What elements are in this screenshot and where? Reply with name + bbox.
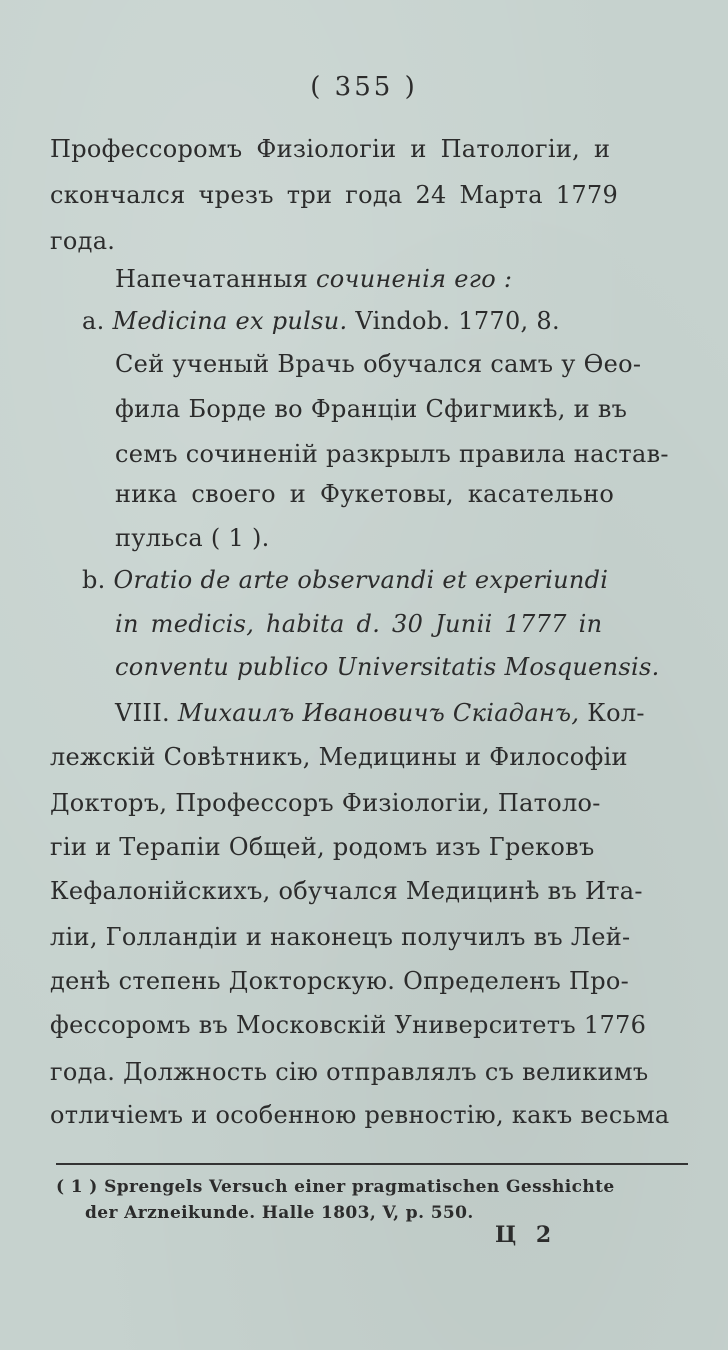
- text-run: Vindob. 1770, 8.: [347, 307, 560, 335]
- text-line: пульса ( 1 ).: [115, 524, 270, 552]
- page-number: ( 355 ): [310, 72, 418, 102]
- text-line: Докторъ, Профессоръ Физіологіи, Патоло-: [50, 789, 601, 817]
- text-line: гіи и Терапіи Общей, родомъ изъ Грековъ: [50, 833, 595, 861]
- list-marker: a.: [82, 307, 113, 335]
- text-line: семъ сочиненій разкрылъ правила настав-: [115, 440, 669, 468]
- list-item-b: [82, 565, 608, 595]
- text-line: лежскій Совѣтникъ, Медицины и Философіи: [50, 743, 628, 771]
- italic-run: Михаилъ Ивановичъ Скіаданъ,: [177, 699, 580, 727]
- text-run: VIII.: [115, 699, 178, 727]
- text-line: [115, 698, 645, 728]
- text-line: Кефалонійскихъ, обучался Медицинѣ въ Ита-: [50, 877, 643, 905]
- text-line: скончался чрезъ три года 24 Марта 1779: [50, 181, 619, 209]
- text-line: денѣ степень Докторскую. Определенъ Про-: [50, 967, 630, 995]
- text-line: conventu publico Universitatis Mosquensis.: [115, 653, 660, 681]
- text-line: in medicis, habita d. 30 Junii 1777 in: [115, 610, 603, 638]
- list-item-a: [82, 306, 560, 336]
- text-run: Кол-: [579, 699, 645, 727]
- italic-run: Medicina ex pulsu.: [112, 307, 348, 335]
- text-line: Профессоромъ Физіологіи и Патологіи, и: [50, 135, 611, 163]
- text-line: фессоромъ въ Московскій Университетъ 1776: [50, 1011, 647, 1039]
- italic-run: Oratio de arte observandi et experiundi: [113, 566, 609, 594]
- text-run: Напечатанныя: [115, 265, 316, 293]
- footnote-line: der Arzneikunde. Halle 1803, V, p. 550.: [85, 1203, 474, 1223]
- text-line: [115, 264, 512, 294]
- text-line: года.: [50, 227, 116, 255]
- signature-mark: Ц 2: [495, 1222, 558, 1248]
- text-line: отличіемъ и особенною ревностію, какъ весьма: [50, 1101, 670, 1129]
- footnote-line: ( 1 ) Sprengels Versuch einer pragmatischen Gesshichte: [56, 1177, 615, 1197]
- text-line: фила Борде во Франціи Сфигмикѣ, и въ: [115, 395, 628, 423]
- text-line: ника своего и Фукетовы, касательно: [115, 480, 615, 508]
- text-line: года. Должность сію отправлялъ съ великимъ: [50, 1058, 649, 1086]
- italic-run: сочиненія его :: [315, 265, 513, 293]
- list-marker: b.: [82, 566, 114, 594]
- text-line: ліи, Голландіи и наконецъ получилъ въ Лей-: [50, 923, 631, 951]
- text-line: Сей ученый Врачь обучался самъ у Ѳео-: [115, 350, 642, 378]
- footnote-divider: [56, 1163, 688, 1165]
